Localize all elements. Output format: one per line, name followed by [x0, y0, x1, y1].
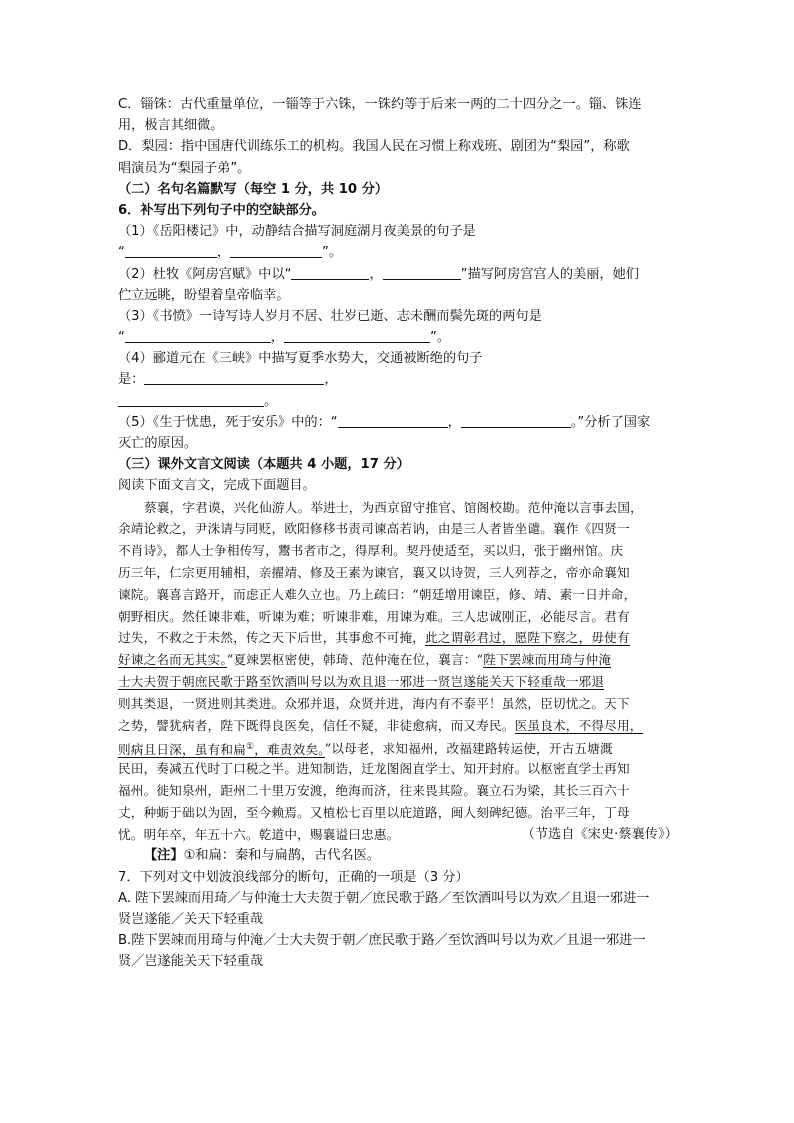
reading-instruction: 阅读下面文言文，完成下面题目。	[118, 478, 316, 494]
blank-4b[interactable]	[118, 391, 264, 407]
item-2-cont: 伫立远眺，盼望着皇帝临幸。	[118, 287, 290, 303]
passage-line: 余靖论救之，尹洙请与同贬，欧阳修移书责司谏高若讷，由是三人者皆坐谴。襄作《四贤一	[118, 521, 630, 537]
option-d-line2: 唱演员为“梨园子弟”。	[118, 160, 251, 176]
item-1: （1）《岳阳楼记》中，动静结合描写洞庭湖月夜美景的句子是	[118, 224, 476, 240]
blank-1b[interactable]	[230, 242, 322, 258]
passage-line: 则病且日深，虽有和扁①，难责效矣。”以母老，求知福州，改福建路转运使，开古五塘溉	[118, 741, 613, 757]
passage-line: 好谏之名而无其实。”夏竦罢枢密使，韩琦、范仲淹在位，襄言：“陛下罢竦而用琦与仲淹	[118, 652, 612, 668]
option-c-line1: C．锱铢：古代重量单位，一锱等于六铢，一铢约等于后来一两的二十四分之一。锱、铢连	[118, 97, 642, 112]
passage-line: 谏院。襄喜言路开，而虑正人难久立也。乃上疏曰：“朝廷增用谏臣，修、靖、素一日并命，	[118, 586, 637, 602]
item-2: （2）杜牧《阿房宫赋》中以“ ， ”描写阿房宫宫人的美丽，她们	[118, 264, 678, 285]
item-3: （3）《书愤》一诗写诗人岁月不居、壮岁已逝、志未酬而鬓先斑的两句是	[118, 308, 542, 324]
underlined-sentence: 医虽良术，不得尽用，	[514, 717, 643, 733]
wavy-underlined-sentence: 士大夫贺于朝庶民歌于路至饮酒叫号以为欢且退一邪进一贤岂遂能关天下轻重哉一邪退	[118, 673, 605, 689]
item-3-answer-line: “ ， ”。	[118, 327, 678, 348]
passage-line: 福州。徙知泉州，距州二十里万安渡，绝海而济，往来畏其险。襄立石为梁，其长三百六十	[118, 782, 630, 798]
footnote-marker: ①	[245, 741, 255, 752]
item-1-answer-line: “ ， ”。	[118, 242, 678, 263]
passage-line: 忧。明年卒，年五十六。乾道中，赐襄谥曰忠惠。 （节选自《宋史·蔡襄传》）	[118, 824, 678, 846]
blank-1a[interactable]	[125, 242, 217, 258]
option-a-line1: A. 陛下罢竦而用琦／与仲淹士大夫贺于朝／庶民歌于路／至饮酒叫号以为欢／且退一邪进一	[118, 890, 650, 906]
passage-line: 历三年，仁宗更用辅相，亲擢靖、修及王素为谏官，襄又以诗贺，三人列荐之，帝亦命襄知	[118, 564, 630, 580]
passage-line	[118, 671, 678, 693]
passage-line: 蔡襄，字君谟，兴化仙游人。举进士，为西京留守推官、馆阁校勘。范仲淹以言事去国，	[144, 499, 643, 515]
underlined-sentence: 则病且日深，虽有和扁①，难责效矣。	[118, 741, 325, 757]
wavy-underlined-sentence: 陛下罢竦而用琦与仲淹	[483, 652, 612, 668]
item-5-cont: 灭亡的原因。	[118, 436, 198, 451]
blank-2a[interactable]	[291, 264, 369, 280]
option-c-line2: 用，极言其细微。	[118, 118, 224, 134]
item-4: （4）郦道元在《三峡》中描写夏季水势大，交通被断绝的句子	[118, 351, 483, 367]
underlined-sentence: 好谏之名而无其实。	[118, 652, 227, 668]
passage-line: 民田，奏减五代时丁口税之半。进知制诰，迁龙图阁直学士、知开封府。以枢密直学士再知	[118, 761, 630, 777]
option-a-line2: 贤岂遂能／关天下轻重哉	[118, 911, 264, 927]
passage-line: 不肖诗》，都人士争相传写，鬻书者市之，得厚利。契丹使适至，买以归，张于幽州馆。庆	[118, 543, 624, 559]
passage-line: 过失，不救之于未然，传之天下后世，其事愈不可掩，此之谓彰君过，愿陛下察之，毋使有	[118, 630, 630, 646]
blank-5b[interactable]	[461, 412, 571, 428]
blank-5a[interactable]	[338, 412, 448, 428]
question-7: 7．下列对文中划波浪线部分的断句，正确的一项是（3 分）	[118, 869, 469, 885]
passage-line: 则其类退，一贤进则其类进。众邪并退，众贤并进，海内有不泰平！虽然，臣切忧之。天下	[118, 695, 630, 711]
footnote: 【注】①和扁：秦和与扁鹊，古代名医。	[144, 848, 381, 864]
blank-4a[interactable]	[144, 369, 324, 385]
item-4-answer-line1: 是： ，	[118, 369, 678, 390]
blank-2b[interactable]	[383, 264, 461, 280]
blank-3a[interactable]	[125, 327, 271, 343]
option-b-line1: B.陛下罢竦而用琦与仲淹／士大夫贺于朝／庶民歌于路／至饮酒叫号以为欢／且退一邪进一	[118, 933, 646, 949]
passage-line: 朝野相庆。然任谏非难，听谏为难；听谏非难，用谏为难。三人忠诚刚正，必能尽言。君有	[118, 608, 630, 624]
exam-page	[118, 94, 678, 972]
option-b-line2: 贤／岂遂能关天下轻重哉	[118, 954, 264, 970]
section3-heading: （三）课外文言文阅读（本题共 4 小题，17 分）	[118, 457, 410, 473]
option-d-line1: D．梨园：指中国唐代训练乐工的机构。我国人民在习惯上称戏班、剧团为“梨园”，称歌	[118, 139, 630, 155]
underlined-sentence: 此之谓彰君过，愿陛下察之，毋使有	[425, 630, 630, 646]
item-5: （5）《生于忧患，死于安乐》中的：“ ， 。”分析了国家	[118, 412, 678, 433]
passage-line: 之势，譬犹病者，陛下既得良医矣，信任不疑，非徒愈病，而又寿民。医虽良术，不得尽用，	[118, 717, 643, 733]
passage-line: 丈，种蛎于础以为固，至今赖焉。又植松七百里以庇道路，闽人刻碑纪德。治平三年，丁母	[118, 804, 630, 820]
question-6: 6．补写出下列句子中的空缺部分。	[118, 202, 325, 218]
blank-3b[interactable]	[284, 327, 430, 343]
source-citation: （节选自《宋史·蔡襄传》）	[521, 826, 678, 842]
item-4-answer-line2: 。	[118, 391, 678, 412]
section2-heading: （二）名句名篇默写（每空 1 分，共 10 分）	[118, 181, 389, 197]
